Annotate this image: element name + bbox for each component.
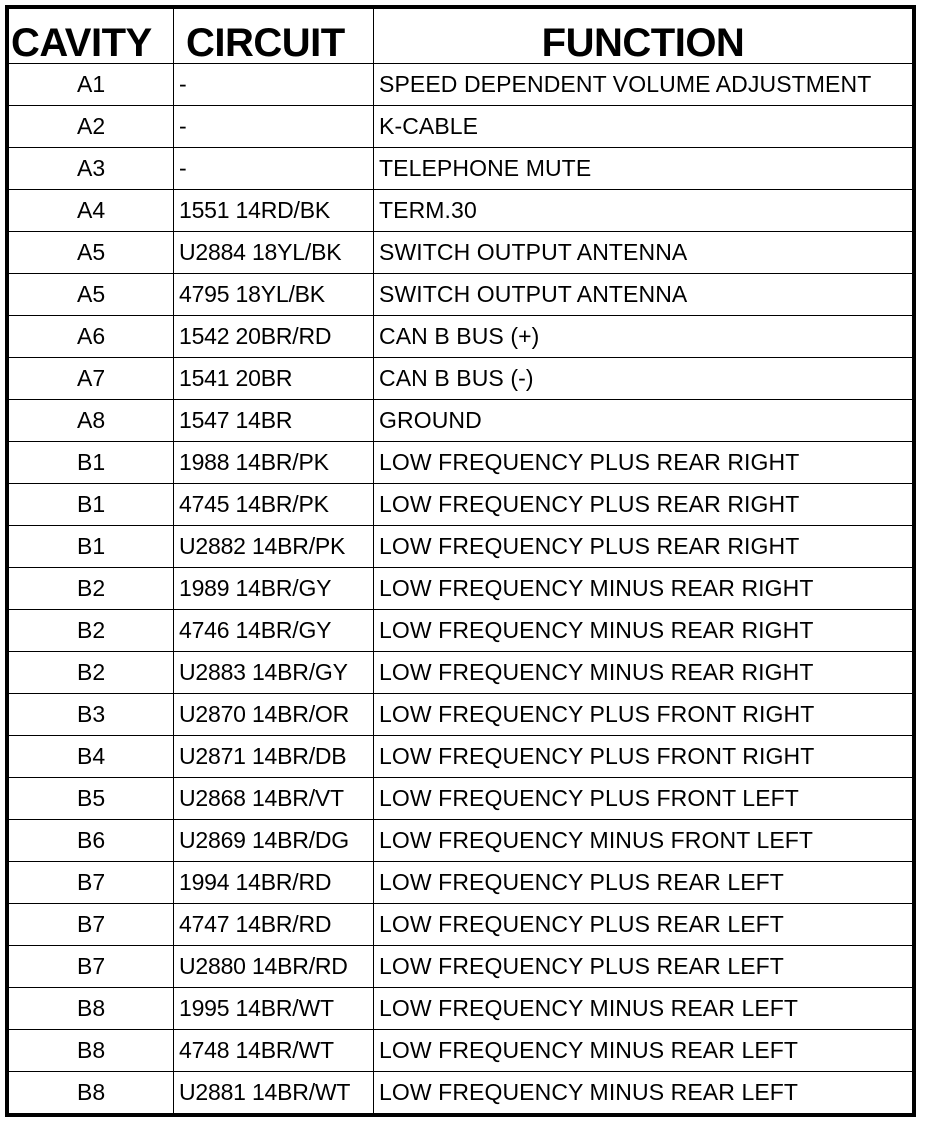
circuit-cell: 1547 14BR (174, 400, 374, 442)
function-cell: LOW FREQUENCY PLUS REAR RIGHT (374, 526, 913, 568)
circuit-cell: U2883 14BR/GY (174, 652, 374, 694)
circuit-cell: U2868 14BR/VT (174, 778, 374, 820)
function-cell: LOW FREQUENCY MINUS FRONT LEFT (374, 820, 913, 862)
header-function: FUNCTION (374, 9, 913, 64)
table-row (9, 778, 913, 820)
function-cell: LOW FREQUENCY PLUS REAR LEFT (374, 946, 913, 988)
function-cell: LOW FREQUENCY MINUS REAR RIGHT (374, 652, 913, 694)
table-row (9, 1030, 913, 1072)
circuit-cell: U2869 14BR/DG (174, 820, 374, 862)
table-row (9, 232, 913, 274)
header-row (9, 9, 913, 64)
circuit-cell: - (174, 106, 374, 148)
circuit-cell: 4745 14BR/PK (174, 484, 374, 526)
circuit-cell: 4748 14BR/WT (174, 1030, 374, 1072)
function-cell: LOW FREQUENCY MINUS REAR LEFT (374, 1030, 913, 1072)
function-cell: SWITCH OUTPUT ANTENNA (374, 274, 913, 316)
table-row (9, 694, 913, 736)
cavity-cell: A3 (9, 148, 174, 190)
table-row (9, 64, 913, 106)
cavity-cell: B4 (9, 736, 174, 778)
table-row (9, 274, 913, 316)
function-cell: LOW FREQUENCY MINUS REAR LEFT (374, 1072, 913, 1114)
table-row (9, 1072, 913, 1114)
cavity-cell: B5 (9, 778, 174, 820)
function-cell: SPEED DEPENDENT VOLUME ADJUSTMENT (374, 64, 913, 106)
cavity-cell: A1 (9, 64, 174, 106)
table-row (9, 736, 913, 778)
circuit-cell: 1995 14BR/WT (174, 988, 374, 1030)
circuit-cell: 1989 14BR/GY (174, 568, 374, 610)
cavity-cell: B7 (9, 946, 174, 988)
cavity-cell: A5 (9, 232, 174, 274)
table-row (9, 442, 913, 484)
circuit-cell: 1988 14BR/PK (174, 442, 374, 484)
cavity-cell: B1 (9, 484, 174, 526)
function-cell: GROUND (374, 400, 913, 442)
function-cell: LOW FREQUENCY PLUS FRONT RIGHT (374, 736, 913, 778)
cavity-cell: B7 (9, 862, 174, 904)
connector-pinout-table (8, 8, 913, 1114)
circuit-cell: U2884 18YL/BK (174, 232, 374, 274)
circuit-cell: 1542 20BR/RD (174, 316, 374, 358)
cavity-cell: B2 (9, 610, 174, 652)
circuit-cell: U2871 14BR/DB (174, 736, 374, 778)
function-cell: K-CABLE (374, 106, 913, 148)
circuit-cell: U2882 14BR/PK (174, 526, 374, 568)
table-row (9, 820, 913, 862)
table-row (9, 946, 913, 988)
table-header (9, 9, 913, 64)
function-cell: LOW FREQUENCY PLUS REAR RIGHT (374, 442, 913, 484)
function-cell: TERM.30 (374, 190, 913, 232)
function-cell: LOW FREQUENCY PLUS REAR RIGHT (374, 484, 913, 526)
cavity-cell: B7 (9, 904, 174, 946)
table-row (9, 904, 913, 946)
table-row (9, 148, 913, 190)
table-row (9, 988, 913, 1030)
table-row (9, 568, 913, 610)
function-cell: CAN B BUS (+) (374, 316, 913, 358)
function-cell: LOW FREQUENCY PLUS REAR LEFT (374, 862, 913, 904)
function-cell: TELEPHONE MUTE (374, 148, 913, 190)
cavity-cell: B2 (9, 652, 174, 694)
table-row (9, 610, 913, 652)
cavity-cell: A4 (9, 190, 174, 232)
table-row (9, 106, 913, 148)
circuit-cell: 4747 14BR/RD (174, 904, 374, 946)
cavity-cell: B1 (9, 526, 174, 568)
cavity-cell: B1 (9, 442, 174, 484)
table-row (9, 400, 913, 442)
function-cell: LOW FREQUENCY MINUS REAR LEFT (374, 988, 913, 1030)
function-cell: LOW FREQUENCY MINUS REAR RIGHT (374, 568, 913, 610)
circuit-cell: U2870 14BR/OR (174, 694, 374, 736)
cavity-cell: B8 (9, 1072, 174, 1114)
cavity-cell: B8 (9, 1030, 174, 1072)
table-row (9, 190, 913, 232)
circuit-cell: - (174, 64, 374, 106)
header-circuit: CIRCUIT (174, 9, 374, 64)
function-cell: LOW FREQUENCY PLUS FRONT LEFT (374, 778, 913, 820)
circuit-cell: U2881 14BR/WT (174, 1072, 374, 1114)
circuit-cell: U2880 14BR/RD (174, 946, 374, 988)
header-cavity: CAVITY (9, 9, 174, 64)
circuit-cell: 1541 20BR (174, 358, 374, 400)
cavity-cell: A8 (9, 400, 174, 442)
connector-pinout-table-frame (5, 5, 916, 1117)
table-body (9, 64, 913, 1114)
circuit-cell: 1994 14BR/RD (174, 862, 374, 904)
cavity-cell: B3 (9, 694, 174, 736)
table-row (9, 484, 913, 526)
cavity-cell: B2 (9, 568, 174, 610)
cavity-cell: A7 (9, 358, 174, 400)
cavity-cell: A5 (9, 274, 174, 316)
cavity-cell: B6 (9, 820, 174, 862)
table-row (9, 652, 913, 694)
function-cell: SWITCH OUTPUT ANTENNA (374, 232, 913, 274)
table-row (9, 526, 913, 568)
table-row (9, 862, 913, 904)
table-row (9, 358, 913, 400)
circuit-cell: 4795 18YL/BK (174, 274, 374, 316)
circuit-cell: 1551 14RD/BK (174, 190, 374, 232)
function-cell: LOW FREQUENCY MINUS REAR RIGHT (374, 610, 913, 652)
cavity-cell: A2 (9, 106, 174, 148)
table-row (9, 316, 913, 358)
function-cell: LOW FREQUENCY PLUS FRONT RIGHT (374, 694, 913, 736)
function-cell: LOW FREQUENCY PLUS REAR LEFT (374, 904, 913, 946)
function-cell: CAN B BUS (-) (374, 358, 913, 400)
cavity-cell: A6 (9, 316, 174, 358)
circuit-cell: - (174, 148, 374, 190)
cavity-cell: B8 (9, 988, 174, 1030)
circuit-cell: 4746 14BR/GY (174, 610, 374, 652)
